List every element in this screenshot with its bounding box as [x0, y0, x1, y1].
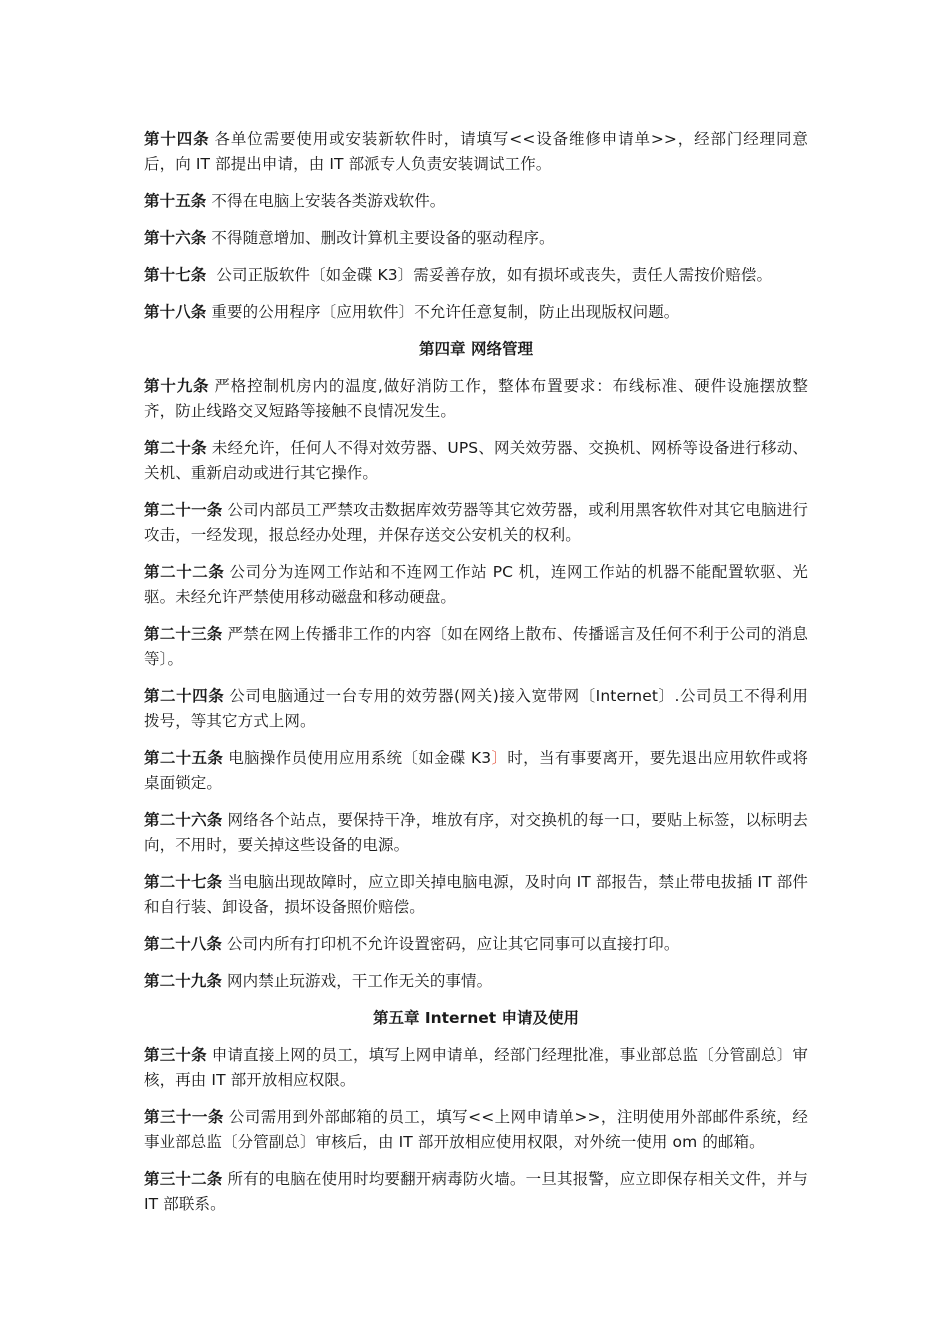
article-text: 公司分为连网工作站和不连网工作站 PC 机，连网工作站的机器不能配置软驱、光驱。未经允许严禁使用移动磁盘和移动硬盘。: [144, 563, 808, 606]
article-text: 时，当有事要离开，要先退出应用软件或将桌面锁定。: [144, 749, 808, 792]
article-number: 第二十五条: [144, 749, 224, 767]
article-text: 不得随意增加、删改计算机主要设备的驱动程序。: [211, 229, 555, 247]
article-number: 第二十一条: [144, 501, 223, 519]
chapter-4-heading: 第四章 网络管理: [419, 340, 533, 358]
article-number: 第十九条: [144, 377, 210, 395]
article-number: 第十六条: [144, 229, 207, 247]
article-text: 电脑操作员使用应用系统〔如金碟 K3: [228, 749, 492, 767]
article-31: [144, 1105, 808, 1155]
article-27: [144, 870, 808, 920]
chapter-5-heading: 第五章 Internet 申请及使用: [372, 1009, 580, 1027]
article-28: [144, 932, 808, 957]
article-number: 第三十条: [144, 1046, 207, 1064]
article-23: [144, 622, 808, 672]
article-number: 第十四条: [144, 130, 210, 148]
article-number: 第十五条: [144, 192, 207, 210]
article-number: 第十八条: [144, 303, 207, 321]
article-number: 第二十条: [144, 439, 207, 457]
article-number: 第二十三条: [144, 625, 223, 643]
article-text: 当电脑出现故障时，应立即关掉电脑电源，及时向 IT 部报告，禁止带电拔插 IT 部件和自行装、卸设备，损坏设备照价赔偿。: [144, 873, 808, 916]
article-text: 严禁在网上传播非工作的内容〔如在网络上散布、传播谣言及任何不利于公司的消息等〕。: [144, 625, 808, 668]
article-20: [144, 436, 808, 486]
article-text: 不得在电脑上安装各类游戏软件。: [211, 192, 446, 210]
article-text: 公司内所有打印机不允许设置密码，应让其它同事可以直接打印。: [227, 935, 680, 953]
article-number: 第二十七条: [144, 873, 223, 891]
article-16: [144, 226, 808, 251]
article-text: 严格控制机房内的温度,做好消防工作，整体布置要求：布线标准、硬件设施摆放整齐，防止线路交叉短路等接触不良情况发生。: [144, 377, 808, 420]
document-page: [144, 127, 824, 1229]
article-text: 未经允许，任何人不得对效劳器、UPS、网关效劳器、交换机、网桥等设备进行移动、关机、重新启动或进行其它操作。: [144, 439, 809, 482]
article-30: [144, 1043, 808, 1093]
article-18: [144, 300, 808, 325]
article-number: 第三十一条: [144, 1108, 224, 1126]
article-14: [144, 127, 808, 177]
article-24: [144, 684, 824, 734]
article-15: [144, 189, 808, 214]
article-number: 第三十二条: [144, 1170, 223, 1188]
article-text: 公司正版软件〔如金碟 K3〕需妥善存放，如有损坏或丧失，责任人需按价赔偿。: [211, 266, 773, 284]
article-text: 所有的电脑在使用时均要翻开病毒防火墙。一旦其报警，应立即保存相关文件，并与 IT 部联系。: [144, 1170, 808, 1213]
article-number: 第二十四条: [144, 687, 225, 705]
article-32: [144, 1167, 808, 1217]
highlighted-bracket: 〕: [491, 749, 508, 767]
article-text: 网络各个站点，要保持干净，堆放有序，对交换机的每一口，要贴上标签，以标明去向，不用时，要关掉这些设备的电源。: [144, 811, 808, 854]
article-number: 第二十六条: [144, 811, 223, 829]
article-number: 第二十九条: [144, 972, 223, 990]
article-29: [144, 969, 808, 994]
article-text: 公司内部员工严禁攻击数据库效劳器等其它效劳器，或利用黑客软件对其它电脑进行攻击，一经发现，报总经办处理，并保存送交公安机关的权利。: [144, 501, 808, 544]
article-22: [144, 560, 808, 610]
article-19: [144, 374, 808, 424]
article-text: 公司需用到外部邮箱的员工，填写<<上网申请单>>，注明使用外部邮件系统，经事业部总监〔分管副总〕审核后，由 IT 部开放相应使用权限，对外统一使用 om 的邮箱。: [144, 1108, 808, 1151]
article-text: 公司电脑通过一台专用的效劳器(网关)接入宽带网〔Internet〕.公司员工不得利用 拨号，等其它方式上网。: [144, 687, 824, 730]
article-text: 各单位需要使用或安装新软件时，请填写<<设备维修申请单>>，经部门经理同意后，向 IT 部提出申请，由 IT 部派专人负责安装调试工作。: [144, 130, 808, 173]
article-text: 申请直接上网的员工，填写上网申请单，经部门经理批准，事业部总监〔分管副总〕审核，再由 IT 部开放相应权限。: [144, 1046, 808, 1089]
article-26: [144, 808, 808, 858]
article-25: [144, 746, 808, 796]
article-text: 重要的公用程序〔应用软件〕不允许任意复制，防止出现版权问题。: [211, 303, 680, 321]
article-text: 网内禁止玩游戏，干工作无关的事情。: [227, 972, 493, 990]
article-number: 第十七条: [144, 266, 207, 284]
article-number: 第二十八条: [144, 935, 223, 953]
article-21: [144, 498, 808, 548]
article-number: 第二十二条: [144, 563, 225, 581]
article-17: [144, 263, 808, 288]
